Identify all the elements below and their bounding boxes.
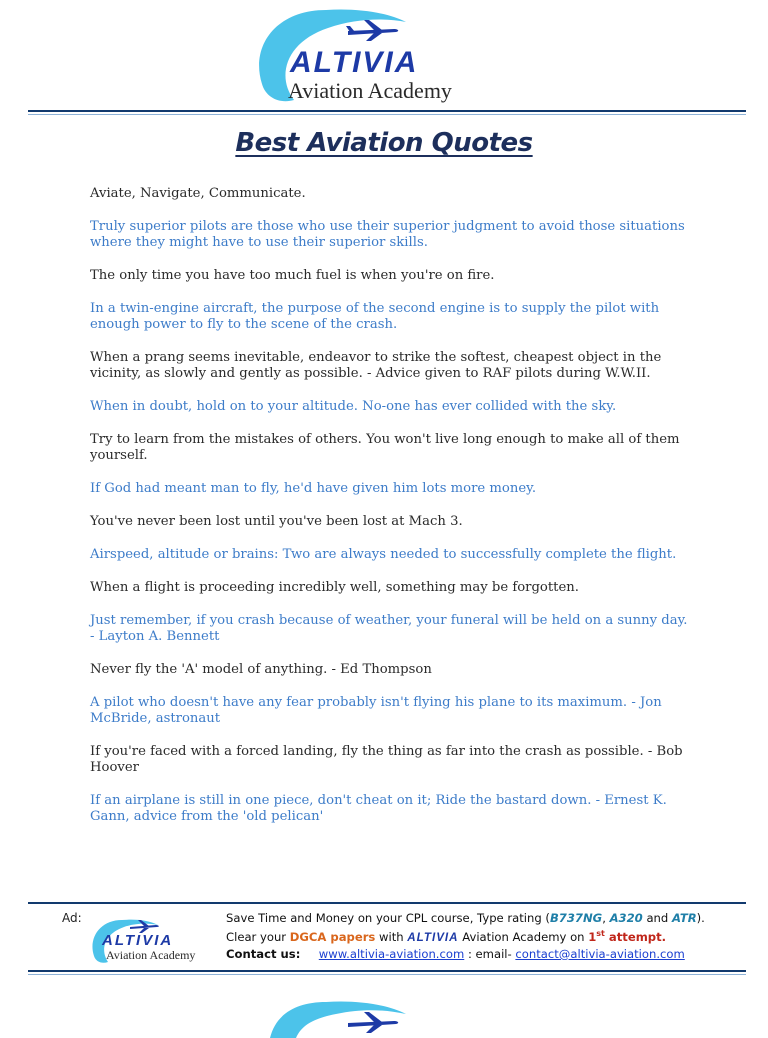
quote-item: If God had meant man to fly, he'd have given him lots more money. (90, 481, 537, 496)
ad-line-1: Save Time and Money on your CPL course, Type rating (B737NG, A320 and ATR). (226, 911, 705, 925)
quote-item: Try to learn from the mistakes of others. You won't live long enough to make all of them yourself. (90, 432, 680, 463)
quote-item: The only time you have too much fuel is when you're on fire. (90, 268, 495, 283)
ad-logo (82, 914, 222, 966)
quote-item: You've never been lost until you've been lost at Mach 3. (90, 514, 463, 529)
quote-item: Aviate, Navigate, Communicate. (90, 186, 306, 201)
quote-item: When in doubt, hold on to your altitude. No-one has ever collided with the sky. (90, 399, 617, 414)
website-link[interactable]: www.altivia-aviation.com (318, 946, 465, 961)
ad-label: Ad: (62, 911, 82, 925)
page-title: Best Aviation Quotes (235, 128, 533, 158)
quote-item: Truly superior pilots are those who use their superior judgment to avoid those situations where they might have to use their superior skills. (90, 219, 685, 250)
email-link[interactable]: contact@altivia-aviation.com (515, 946, 685, 961)
quote-item: If you're faced with a forced landing, fly the thing as far into the crash as possible. - Bob Hoover (90, 744, 683, 775)
quote-item: Never fly the 'A' model of anything. - Ed Thompson (90, 662, 432, 677)
ad-divider-top (28, 902, 746, 904)
header-logo (236, 6, 536, 106)
logo-subtitle: Aviation Academy (288, 78, 452, 103)
quote-item: Airspeed, altitude or brains: Two are always needed to successfully complete the flight. (90, 547, 677, 562)
ad-line-3: Contact us: www.altivia-aviation.com : email- contact@altivia-aviation.com (226, 946, 685, 961)
ad-line-2: Clear your DGCA papers with ALTIVIA Aviation Academy on 1st attempt. (226, 929, 667, 944)
quote-list (90, 186, 696, 842)
header-divider-light (28, 114, 746, 115)
next-page-logo-icon (236, 998, 536, 1038)
quote-item: When a flight is proceeding incredibly well, something may be forgotten. (90, 580, 579, 595)
ad-logo-wordmark: ALTIVIA (102, 932, 174, 949)
ad-logo-subtitle: Aviation Academy (106, 948, 196, 962)
ad-divider-bottom (28, 970, 746, 972)
header-divider (28, 110, 746, 112)
quote-item: If an airplane is still in one piece, don't cheat on it; Ride the bastard down. - Ernest K. Gann, advice from the 'old pelican' (90, 793, 667, 824)
ad-text (226, 910, 746, 962)
logo-wordmark: ALTIVIA (290, 46, 419, 79)
quote-item: Just remember, if you crash because of weather, your funeral will be held on a sunny day. - Layton A. Bennett (90, 613, 688, 644)
quote-item: When a prang seems inevitable, endeavor to strike the softest, cheapest object in the vicinity, as slowly and gently as possible. - Advice given to RAF pilots during W.W.II. (90, 350, 662, 381)
quote-item: In a twin-engine aircraft, the purpose of the second engine is to supply the pilot with enough power to fly to the scene of the crash. (90, 301, 660, 332)
ad-divider-bottom-light (28, 974, 746, 975)
quote-item: A pilot who doesn't have any fear probably isn't flying his plane to its maximum. - Jon McBride, astronaut (90, 695, 662, 726)
